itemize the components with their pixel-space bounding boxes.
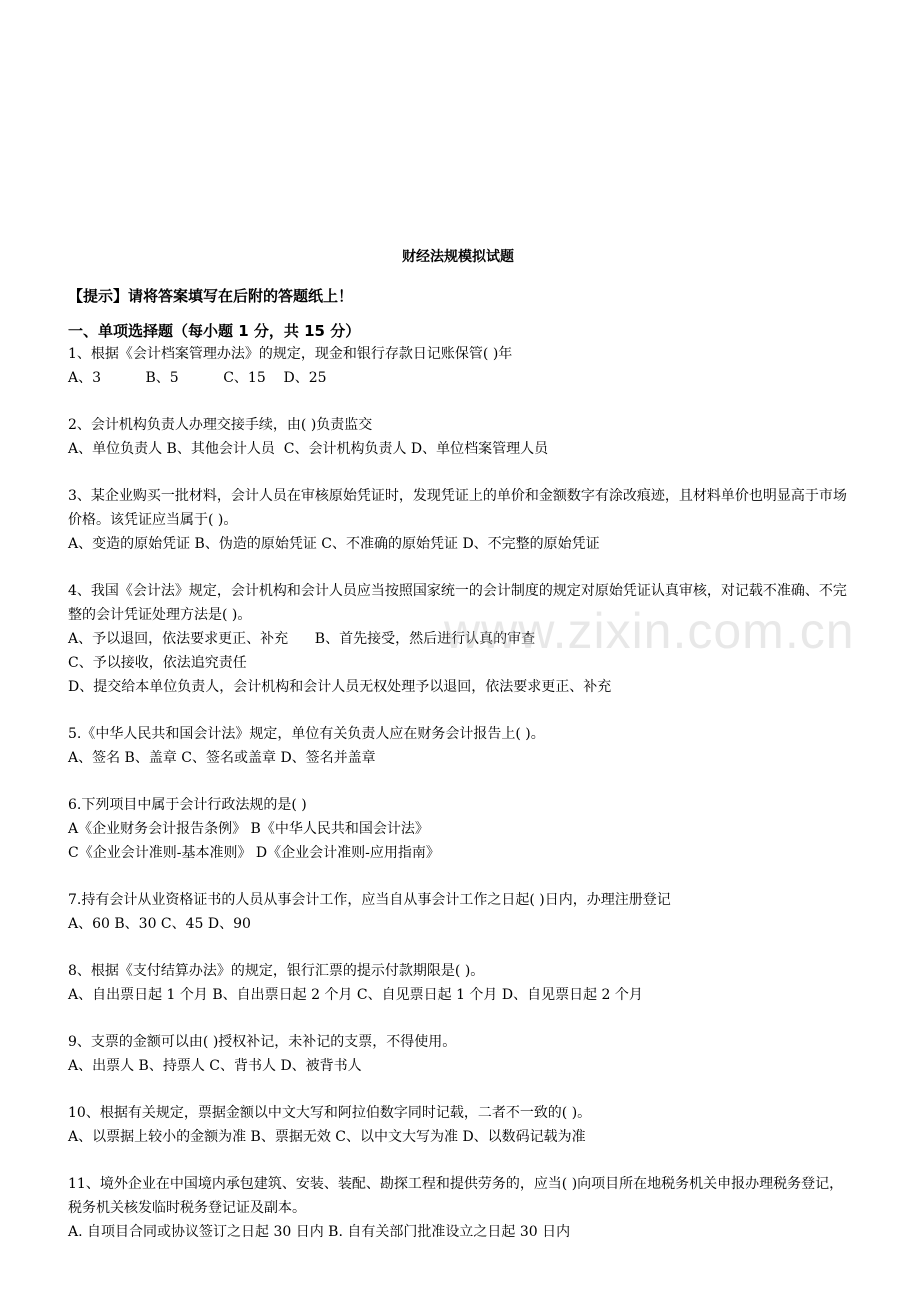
watermark: www.zixin.com.cn [444,603,855,659]
answer-options: A《企业财务会计报告条例》 B《中华人民共和国会计法》 [68,821,429,837]
answer-options: A、签名 B、盖章 C、签名或盖章 D、签名并盖章 [68,750,376,766]
answer-options: A、予以退回，依法要求更正、补充 B、首先接受，然后进行认真的审查 [68,631,536,647]
question-item [68,1172,848,1244]
question-stem: 9、支票的金额可以由( )授权补记，未补记的支票，不得使用。 [68,1034,457,1050]
question-item [68,413,848,461]
question-item [68,793,848,865]
question-item [68,1101,848,1149]
question-item [68,959,848,1007]
question-item [68,484,848,556]
question-list [68,342,848,1267]
question-stem: 1、根据《会计档案管理办法》的规定，现金和银行存款日记账保管( )年 [68,346,513,362]
answer-options: A、3 B、5 C、15 D、25 [68,370,327,386]
answer-options: A、出票人 B、持票人 C、背书人 D、被背书人 [68,1058,362,1074]
question-stem: 6.下列项目中属于会计行政法规的是( ) [68,797,307,813]
answer-options: D、提交给本单位负责人，会计机构和会计人员无权处理予以退回，依法要求更正、补充 [68,679,612,695]
question-item [68,342,848,390]
question-item [68,1030,848,1078]
instruction-tip: 【提示】请将答案填写在后附的答题纸上！ [68,287,354,305]
document-page [68,0,855,1302]
question-item [68,888,848,936]
answer-options: A、60 B、30 C、45 D、90 [68,916,251,932]
question-item [68,579,848,699]
question-stem: 5.《中华人民共和国会计法》规定，单位有关负责人应在财务会计报告上( )。 [68,726,545,742]
question-stem: 2、会计机构负责人办理交接手续，由( )负责监交 [68,417,373,433]
question-stem: 3、某企业购买一批材料，会计人员在审核原始凭证时，发现凭证上的单价和金额数字有涂改痕迹，且材料单价也明显高于市场价格。该凭证应当属于( )。 [68,488,847,528]
answer-options: A、以票据上较小的金额为准 B、票据无效 C、以中文大写为准 D、以数码记载为准 [68,1129,586,1145]
answer-options: C《企业会计准则-基本准则》 D《企业会计准则-应用指南》 [68,845,440,861]
question-stem: 10、根据有关规定，票据金额以中文大写和阿拉伯数字同时记载，二者不一致的( )。 [68,1105,592,1121]
document-title: 财经法规模拟试题 [402,249,514,265]
answer-options: C、予以接收，依法追究责任 [68,655,247,671]
question-stem: 4、我国《会计法》规定，会计机构和会计人员应当按照国家统一的会计制度的规定对原始凭证认真审核，对记载不准确、不完整的会计凭证处理方法是( )。 [68,583,847,623]
answer-options: A、变造的原始凭证 B、伪造的原始凭证 C、不准确的原始凭证 D、不完整的原始凭证 [68,536,600,552]
answer-options: A、单位负责人 B、其他会计人员 C、会计机构负责人 D、单位档案管理人员 [68,441,549,457]
question-item [68,722,848,770]
question-stem: 11、境外企业在中国境内承包建筑、安装、装配、勘探工程和提供劳务的，应当( )向项目所在地税务机关申报办理税务登记，税务机关核发临时税务登记证及副本。 [68,1176,844,1216]
question-stem: 8、根据《支付结算办法》的规定，银行汇票的提示付款期限是( )。 [68,963,485,979]
answer-options: A、自出票日起 1 个月 B、自出票日起 2 个月 C、自见票日起 1 个月 D、自见票日起 2 个月 [68,987,643,1003]
section-heading: 一、单项选择题（每小题 1 分，共 15 分） [68,322,361,340]
answer-options: A. 自项目合同或协议签订之日起 30 日内 B. 自有关部门批准设立之日起 30 日内 [68,1224,571,1240]
question-stem: 7.持有会计从业资格证书的人员从事会计工作，应当自从事会计工作之日起( )日内，办理注册登记 [68,892,671,908]
